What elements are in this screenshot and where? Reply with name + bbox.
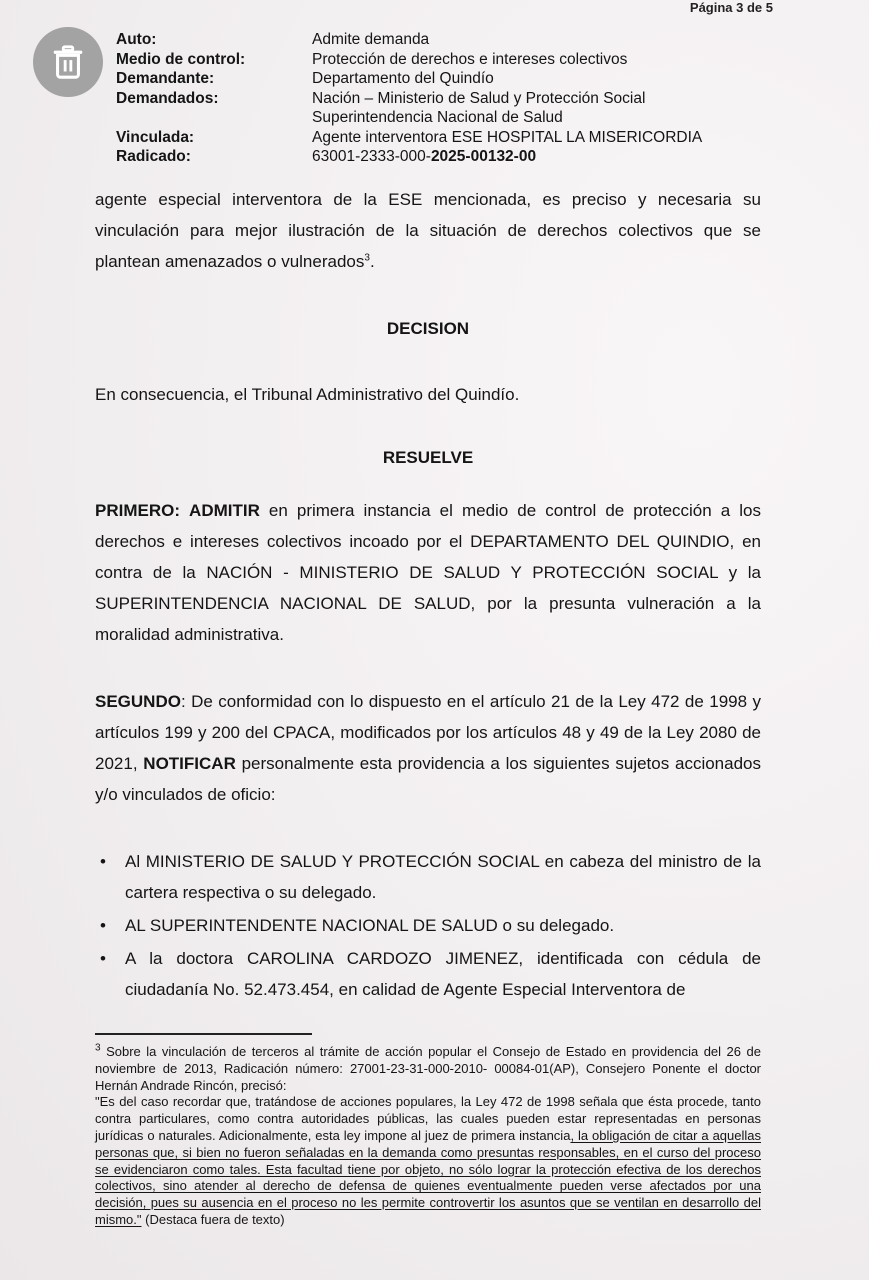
header-label: Demandados:: [116, 89, 219, 107]
footnote-quote-underlined: , la obligación de citar a aquellas personas que, si bien no fueron señaladas en la demanda como presuntas responsables, en el curso del proceso se evidenciaron como tales. Esta facultad tiene por objeto, no sólo lograr la protección efectiva de los derechos colectivos, sino atender al derecho de defensa de quienes eventualmente pueden verse afectados por una decisión, pues su ausencia en el proceso no les permite controvertir los asuntos que se ventilan en desarrollo del mismo.": [95, 1127, 761, 1227]
list-item-text: Al MINISTERIO DE SALUD Y PROTECCIÓN SOCIAL en cabeza del ministro de la cartera respectiva o su delegado.: [125, 852, 761, 902]
header-label: Radicado:: [116, 148, 191, 165]
list-item-text: AL SUPERINTENDENTE NACIONAL DE SALUD o su delegado.: [125, 916, 615, 935]
header-row-medio: [116, 50, 702, 70]
list-item-text: A la doctora CAROLINA CARDOZO JIMENEZ, identificada con cédula de ciudadanía No. 52.473.454, en calidad de Agente Especial Interventora de: [125, 949, 761, 999]
list-item: [95, 910, 761, 941]
header-label: Demandante:: [116, 70, 215, 87]
header-value: Protección de derechos e intereses colectivos: [312, 50, 628, 68]
header-label: [116, 108, 312, 128]
consequence-paragraph: En consecuencia, el Tribunal Administrativo del Quindío.: [95, 385, 520, 404]
header-row-vinculada: [116, 128, 702, 148]
notification-list: [95, 846, 761, 1007]
header-row-demandante: [116, 69, 702, 89]
bullet-icon: •: [100, 949, 106, 968]
radicado-value: [312, 147, 536, 167]
header-row-radicado: [116, 147, 702, 167]
segundo-verb: NOTIFICAR: [143, 754, 236, 773]
bullet-icon: •: [100, 916, 106, 935]
header-row-demandados-2: [116, 108, 702, 128]
radicado-prefix: 63001-2333-000-: [312, 148, 431, 165]
primero-text: en primera instancia el medio de control de protección a los derechos e intereses colectivos incoado por el DEPARTAMENTO DEL QUINDIO, en contra de la NACIÓN - MINISTERIO DE SALUD Y PROTECCIÓN SOCIAL y la SUPERINTENDENCIA NACIONAL DE SALUD, por la presunta vulneración a la moralidad administrativa.: [95, 501, 761, 644]
footnote-quote: [95, 1094, 761, 1228]
segundo-paragraph: [95, 686, 761, 810]
segundo-text-a: : De conformidad con lo dispuesto en el artículo 21 de la Ley 472 de 1998 y artículos 199 y 200 del CPACA, modificados por los artículos 48 y 49 de la Ley 2080 de 2021,: [95, 692, 761, 773]
case-header: [116, 30, 702, 167]
header-row-auto: [116, 30, 702, 50]
header-value: Nación – Ministerio de Salud y Protección Social: [312, 89, 646, 107]
segundo-text-b: personalmente esta providencia a los siguientes sujetos accionados y/o vinculados de oficio:: [95, 754, 761, 804]
page-indicator: Página 3 de 5: [689, 0, 773, 15]
header-row-demandados: [116, 89, 702, 109]
header-label: Vinculada:: [116, 128, 195, 146]
trash-icon: [49, 43, 87, 81]
footnote: [95, 1044, 761, 1229]
resolve-heading: RESUELVE: [382, 448, 474, 467]
decision-heading: DECISION: [386, 319, 470, 338]
header-value: Admite demanda: [312, 31, 430, 48]
primero-verb: ADMITIR: [189, 501, 260, 520]
intro-text: agente especial interventora de la ESE mencionada, es preciso y necesaria su vinculación para mejor ilustración de la situación de derechos colectivos que se plantean amenazados o vulnerados: [95, 190, 761, 271]
footnote-ref[interactable]: 3: [364, 252, 370, 264]
list-item: [95, 943, 761, 1005]
header-label: Auto:: [116, 31, 157, 48]
bullet-icon: •: [100, 852, 106, 871]
footnote-quote-plain: "Es del caso recordar que, tratándose de acciones populares, la Ley 472 de 1998 señala que ésta procede, tanto contra particulares, como contra autoridades públicas, las cuales pueden estar representadas en personas jurídicas o naturales. Adicionalmente, esta ley impone al juez de primera instancia: [95, 1094, 761, 1143]
footnote-intro: [95, 1044, 761, 1094]
intro-end: .: [369, 252, 375, 271]
delete-button[interactable]: [33, 27, 103, 97]
list-item: [95, 846, 761, 908]
primero-paragraph: [95, 495, 761, 650]
segundo-label: SEGUNDO: [95, 692, 181, 711]
intro-paragraph: [95, 184, 761, 277]
header-label: Medio de control:: [116, 50, 246, 68]
primero-label: PRIMERO:: [95, 501, 180, 520]
radicado-number: 2025-00132-00: [430, 148, 537, 165]
footnote-marker: 3: [95, 1042, 101, 1054]
footnote-divider: [95, 1033, 312, 1035]
footnote-intro-text: Sobre la vinculación de terceros al trámite de acción popular el Consejo de Estado en providencia del 26 de noviembre de 2013, Radicación número: 27001-23-31-000-2010- 00084-01(AP), Consejero Ponente el doctor Hernán Andrade Rincón, precisó:: [95, 1044, 761, 1093]
header-value: Superintendencia Nacional de Salud: [312, 109, 563, 126]
header-value: Departamento del Quindío: [312, 70, 494, 87]
footnote-quote-end: (Destaca fuera de texto): [141, 1211, 285, 1227]
header-value: Agente interventora ESE HOSPITAL LA MISERICORDIA: [312, 128, 703, 146]
